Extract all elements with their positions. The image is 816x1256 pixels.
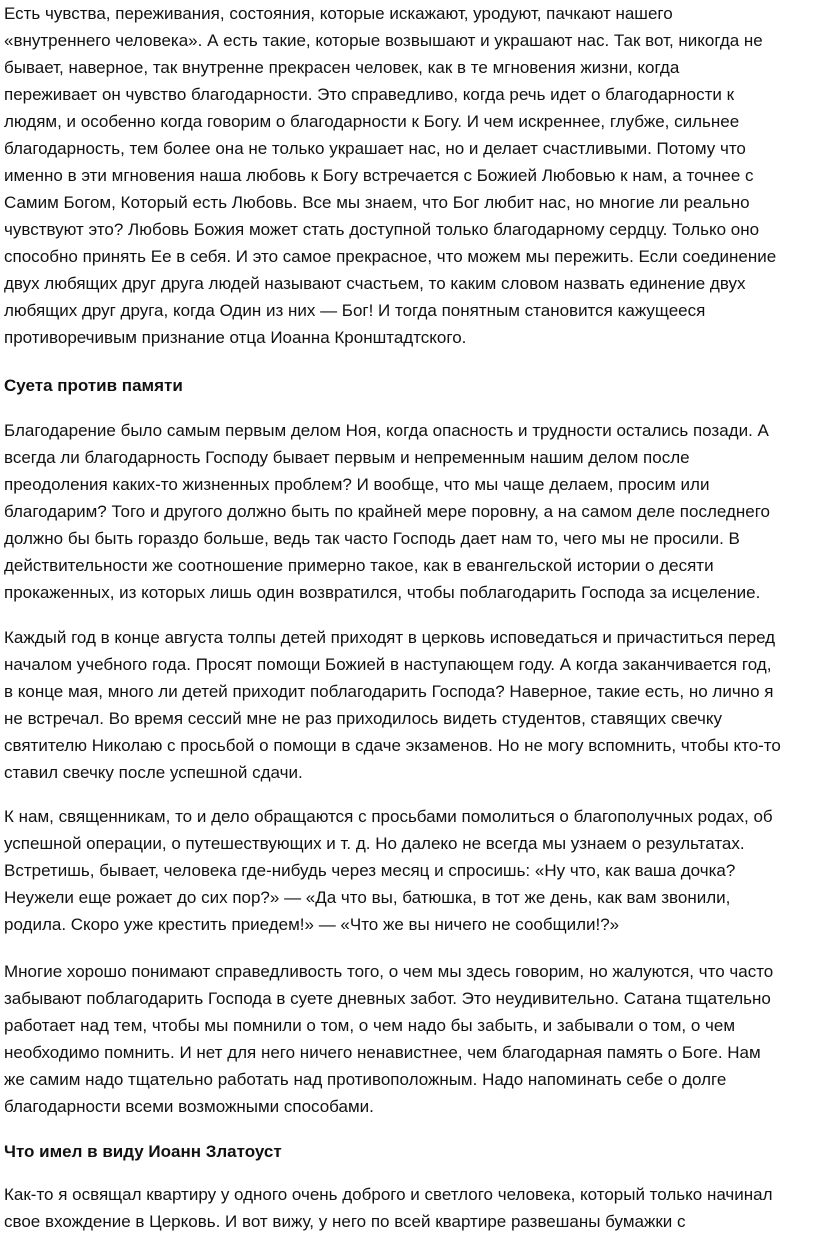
section-heading: Суета против памяти	[4, 376, 183, 395]
text-line: «внутреннего человека». А есть такие, которые возвышают и украшают нас. Так вот, никогда не	[4, 31, 763, 50]
text-line: в конце мая, много ли детей приходит поблагодарить Господа? Наверное, такие есть, но лично я	[4, 682, 774, 701]
text-line: успешной операции, о путешествующих и т. д. Но далеко не всегда мы узнаем о результатах.	[4, 834, 745, 853]
text-line: Самим Богом, Который есть Любовь. Все мы знаем, что Бог любит нас, но многие ли реально	[4, 193, 750, 212]
text-line: свое вхождение в Церковь. И вот вижу, у него по всей квартире развешаны бумажки с	[4, 1212, 686, 1231]
text-line: двух любящих друг друга людей называют счастьем, то каким словом назвать единение двух	[4, 274, 746, 293]
text-line: преодоления каких-то жизненных проблем? И вообще, что мы чаще делаем, просим или	[4, 475, 710, 494]
text-line: чувствуют это? Любовь Божия может стать доступной только благодарному сердцу. Только оно	[4, 220, 760, 239]
text-line: именно в эти мгновения наша любовь к Богу встречается с Божией Любовью к нам, а точнее с	[4, 166, 754, 185]
paragraph-intro	[4, 0, 816, 351]
text-line: благодарность, тем более она не только украшает нас, но и делает счастливыми. Потому что	[4, 139, 746, 158]
text-line: Неужели еще рожает до сих пор?» — «Да что вы, батюшка, в тот же день, как вам звонили,	[4, 888, 731, 907]
text-line: забывают поблагодарить Господа в суете дневных забот. Это неудивительно. Сатана тщательно	[4, 989, 771, 1008]
text-line: людям, и особенно когда говорим о благодарности к Богу. И чем искреннее, глубже, сильнее	[4, 112, 740, 131]
text-line: любящих друг друга, когда Один из них — Бог! И тогда понятным становится кажущееся	[4, 301, 706, 320]
text-line: действительности же соотношение примерно такое, как в евангельской истории о десяти	[4, 556, 714, 575]
text-line: святителю Николаю с просьбой о помощи в сдаче экзаменов. Но не могу вспомнить, чтобы кто-то	[4, 736, 781, 755]
text-line: же самим надо тщательно работать над противоположным. Надо напоминать себе о долге	[4, 1070, 727, 1089]
text-line: необходимо помнить. И нет для него ничего ненавистнее, чем благодарная память о Боге. Нам	[4, 1043, 761, 1062]
text-line: К нам, священникам, то и дело обращаются с просьбами помолиться о благополучных родах, об	[4, 807, 773, 826]
section-heading: Что имел в виду Иоанн Златоуст	[4, 1142, 282, 1161]
text-line: Есть чувства, переживания, состояния, которые искажают, уродуют, пачкают нашего	[4, 4, 673, 23]
text-line: Благодарение было самым первым делом Ноя, когда опасность и трудности остались позади. А	[4, 421, 769, 440]
text-line: противоречивым признание отца Иоанна Кронштадтского.	[4, 328, 467, 347]
text-line: всегда ли благодарность Господу бывает первым и непременным нашим делом после	[4, 448, 690, 467]
text-line: способно принять Ее в себя. И это самое прекрасное, что можем мы пережить. Если соединение	[4, 247, 777, 266]
text-line: началом учебного года. Просят помощи Божией в наступающем году. А когда заканчивается год,	[4, 655, 772, 674]
text-line: Как-то я освящал квартиру у одного очень доброго и светлого человека, который только начинал	[4, 1185, 773, 1204]
paragraph-children	[4, 624, 816, 786]
text-line: переживает он чувство благодарности. Это справедливо, когда речь идет о благодарности к	[4, 85, 735, 104]
paragraph-apartment	[4, 1181, 816, 1235]
text-line: должно бы быть гораздо больше, ведь так часто Господь дает нам то, чего мы не просили. В	[4, 529, 740, 548]
text-line: Многие хорошо понимают справедливость того, о чем мы здесь говорим, но жалуются, что часто	[4, 962, 774, 981]
text-line: не встречал. Во время сессий мне не раз приходилось видеть студентов, ставящих свечку	[4, 709, 723, 728]
text-line: прокаженных, из которых лишь один возвратился, чтобы поблагодарить Господа за исцеление.	[4, 583, 761, 602]
text-line: работает над тем, чтобы мы помнили о том, о чем надо бы забыть, и забывали о том, о чем	[4, 1016, 735, 1035]
paragraph-noah	[4, 417, 816, 606]
text-line: Встретишь, бывает, человека где-нибудь через месяц и спросишь: «Ну что, как ваша дочка?	[4, 861, 736, 880]
text-line: благодарности всеми возможными способами.	[4, 1097, 374, 1116]
text-line: Каждый год в конце августа толпы детей приходят в церковь исповедаться и причаститься перед	[4, 628, 776, 647]
text-line: ставил свечку после успешной сдачи.	[4, 763, 303, 782]
text-line: родила. Скоро уже крестить приедем!» — «Что же вы ничего не сообщили!?»	[4, 915, 620, 934]
text-line: благодарим? Того и другого должно быть по крайней мере поровну, а на самом деле последнего	[4, 502, 770, 521]
paragraph-priests	[4, 803, 816, 938]
paragraph-memory	[4, 958, 816, 1120]
text-line: бывает, наверное, так внутренне прекрасен человек, как в те мгновения жизни, когда	[4, 58, 680, 77]
